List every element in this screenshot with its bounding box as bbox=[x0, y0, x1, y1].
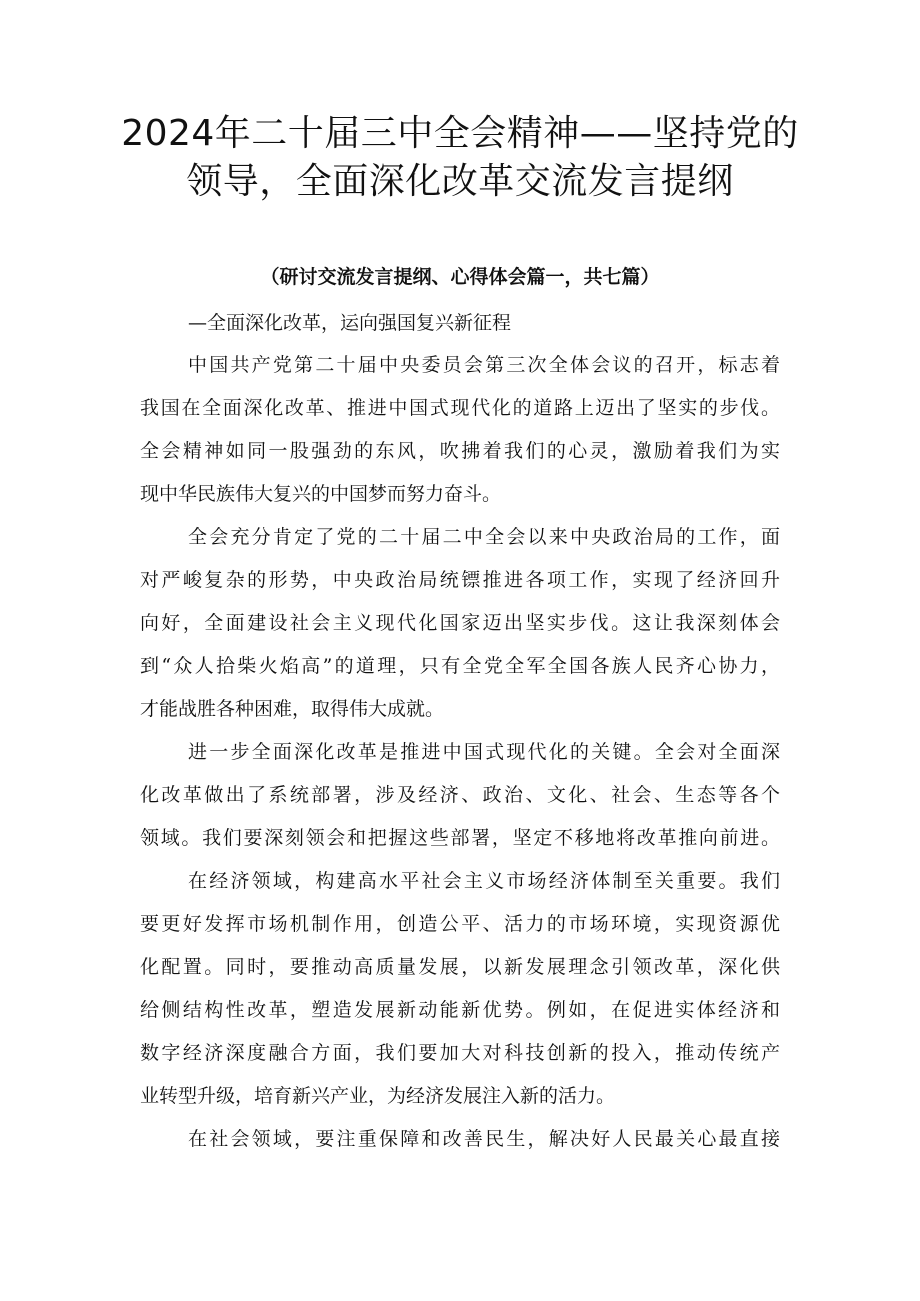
body-line: 现中华民族伟大复兴的中国梦而努力奋斗。 bbox=[140, 483, 502, 505]
body-line: 在社会领域，要注重保障和改善民生，解决好人民最关心最直接 bbox=[188, 1128, 780, 1150]
document-title-line-1: 2024年二十届三中全会精神——坚持党的 bbox=[121, 113, 799, 154]
document-subtitle: （研讨交流发言提纲、心得体会篇一，共七篇） bbox=[260, 266, 660, 288]
body-line: 要更好发挥市场机制作用，创造公平、活力的市场环境，实现资源优 bbox=[140, 913, 780, 935]
body-line: 对严峻复杂的形势，中央政治局统镖推进各项工作，实现了经济回升 bbox=[140, 569, 780, 591]
body-line: 数字经济深度融合方面，我们要加大对科技创新的投入，推动传统产 bbox=[140, 1042, 780, 1064]
body-line: 给侧结构性改革，塑造发展新动能新优势。例如，在促进实体经济和 bbox=[140, 999, 780, 1021]
body-line: 业转型升级，培育新兴产业，为经济发展注入新的活力。 bbox=[140, 1085, 616, 1107]
body-line: 向好，全面建设社会主义现代化国家迈出坚实步伐。这让我深刻体会 bbox=[140, 612, 780, 634]
body-line: 在经济领域，构建高水平社会主义市场经济体制至关重要。我们 bbox=[188, 870, 780, 892]
body-line: 到“众人拾柴火焰高”的道理，只有全党全军全国各族人民齐心协力， bbox=[140, 655, 780, 677]
body-line: 化配置。同时，要推动高质量发展，以新发展理念引领改革，深化供 bbox=[140, 956, 780, 978]
body-line: 我国在全面深化改革、推进中国式现代化的道路上迈出了坚实的步伐。 bbox=[140, 397, 780, 419]
body-line: 才能战胜各种困难，取得伟大成就。 bbox=[140, 698, 445, 720]
body-line: 中国共产党第二十届中央委员会第三次全体会议的召开，标志着 bbox=[188, 354, 780, 376]
body-line: 化改革做出了系统部署，涉及经济、政治、文化、社会、生态等各个 bbox=[140, 784, 780, 806]
document-title-line-2: 领导，全面深化改革交流发言提纲 bbox=[186, 161, 734, 202]
body-line: 进一步全面深化改革是推进中国式现代化的关键。全会对全面深 bbox=[188, 741, 780, 763]
body-line: 全会精神如同一股强劲的东风，吹拂着我们的心灵，激励着我们为实 bbox=[140, 440, 780, 462]
body-line: 领域。我们要深刻领会和把握这些部署，坚定不移地将改革推向前进。 bbox=[140, 827, 780, 849]
section-heading: —全面深化改革，运向强国复兴新征程 bbox=[188, 312, 512, 334]
body-line: 全会充分肯定了党的二十届二中全会以来中央政治局的工作，面 bbox=[188, 526, 780, 548]
